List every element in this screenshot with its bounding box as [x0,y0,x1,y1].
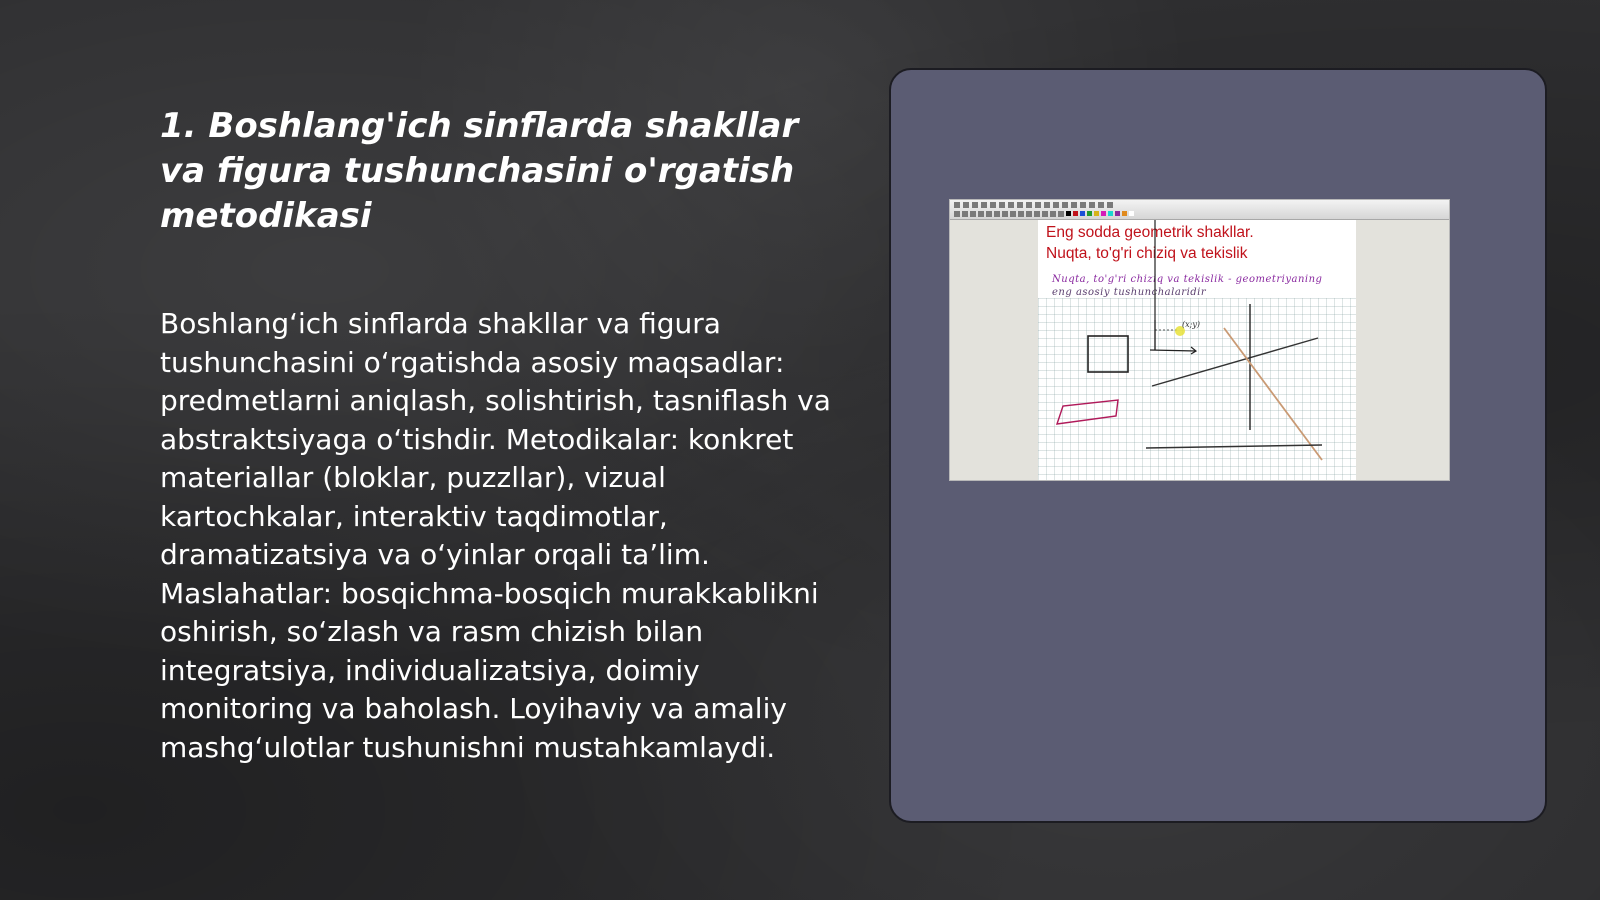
color-swatch[interactable] [1080,211,1085,216]
slide-body-text: Boshlang‘ich sinflarda shakllar va figura tushunchasini o‘rgatishda asosiy maqsadlar: predmetlarni aniqlash, solishtirish, tasniflash va abstraktsiyaga o‘tishdir. Metodikalar: konkret materiallar (bloklar, puzzllar), vizual kartochkalar, interaktiv taqdimotlar, dramatizatsiya va o‘yinlar orqali ta’lim. Maslahatlar: bosqichma-bosqich murakkablikni oshirish, so‘zlash va rasm chizish bilan integratsiya, individualizatsiya, doimiy monitoring va baholash. Loyihaviy va amaliy mashg‘ulotlar tushunishni mustahkamlaydi. [160,307,831,764]
toolbar-button[interactable] [1018,211,1024,217]
square-shape [1088,336,1128,372]
toolbar-button[interactable] [1034,211,1040,217]
toolbar-button[interactable] [1089,202,1095,208]
color-swatch[interactable] [1108,211,1113,216]
toolbar-button[interactable] [1107,202,1113,208]
toolbar-button[interactable] [970,211,976,217]
toolbar-button[interactable] [1080,202,1086,208]
toolbar-button[interactable] [972,202,978,208]
toolbar-button[interactable] [981,202,987,208]
toolbar-button[interactable] [986,211,992,217]
whiteboard-page [1038,220,1356,481]
axis-horizontal [1150,350,1196,351]
handwritten-note-line-2: eng asosiy tushunchalaridir [1052,287,1207,298]
toolbar-button[interactable] [1026,202,1032,208]
toolbar-button[interactable] [994,211,1000,217]
page-heading-line-1: Eng sodda geometrik shakllar. [1046,224,1254,241]
parallelogram-shape [1057,400,1118,424]
geometry-sketch [1038,220,1356,481]
toolbar-button[interactable] [1062,202,1068,208]
toolbar-button[interactable] [1026,211,1032,217]
toolbar-button[interactable] [1017,202,1023,208]
toolbar-button[interactable] [1008,202,1014,208]
toolbar-button[interactable] [954,211,960,217]
toolbar-button[interactable] [1035,202,1041,208]
toolbar-button[interactable] [962,211,968,217]
color-swatch[interactable] [1073,211,1078,216]
toolbar-row-2 [954,211,1134,217]
color-swatch[interactable] [1115,211,1120,216]
toolbar-button[interactable] [999,202,1005,208]
color-swatch[interactable] [1101,211,1106,216]
toolbar-row-1 [954,202,1113,208]
line-a [1152,338,1318,386]
toolbar [950,200,1449,220]
handwritten-note-line-1: Nuqta, to'g'ri chiziq va tekislik - geometriyaning [1052,274,1323,285]
toolbar-button[interactable] [990,202,996,208]
toolbar-button[interactable] [1071,202,1077,208]
toolbar-button[interactable] [1044,202,1050,208]
toolbar-button[interactable] [963,202,969,208]
line-c-diagonal [1224,328,1322,460]
toolbar-button[interactable] [1058,211,1064,217]
color-swatch[interactable] [1087,211,1092,216]
toolbar-button[interactable] [1050,211,1056,217]
toolbar-button[interactable] [1010,211,1016,217]
toolbar-button[interactable] [1042,211,1048,217]
line-d-horizontal [1146,445,1322,448]
page-heading-line-2: Nuqta, to'g'ri chiziq va tekislik [1046,245,1248,262]
toolbar-button[interactable] [954,202,960,208]
toolbar-button[interactable] [1053,202,1059,208]
slide-title: 1. Boshlang'ich sinflarda shakllar va figura tushunchasini o'rgatish metodikasi [160,106,799,236]
color-swatch[interactable] [1094,211,1099,216]
toolbar-button[interactable] [1002,211,1008,217]
point-label: (x;y) [1182,320,1200,329]
color-swatch[interactable] [1066,211,1071,216]
toolbar-button[interactable] [978,211,984,217]
color-swatch[interactable] [1129,211,1134,216]
toolbar-button[interactable] [1098,202,1104,208]
color-swatch[interactable] [1122,211,1127,216]
whiteboard-screenshot [949,199,1450,481]
